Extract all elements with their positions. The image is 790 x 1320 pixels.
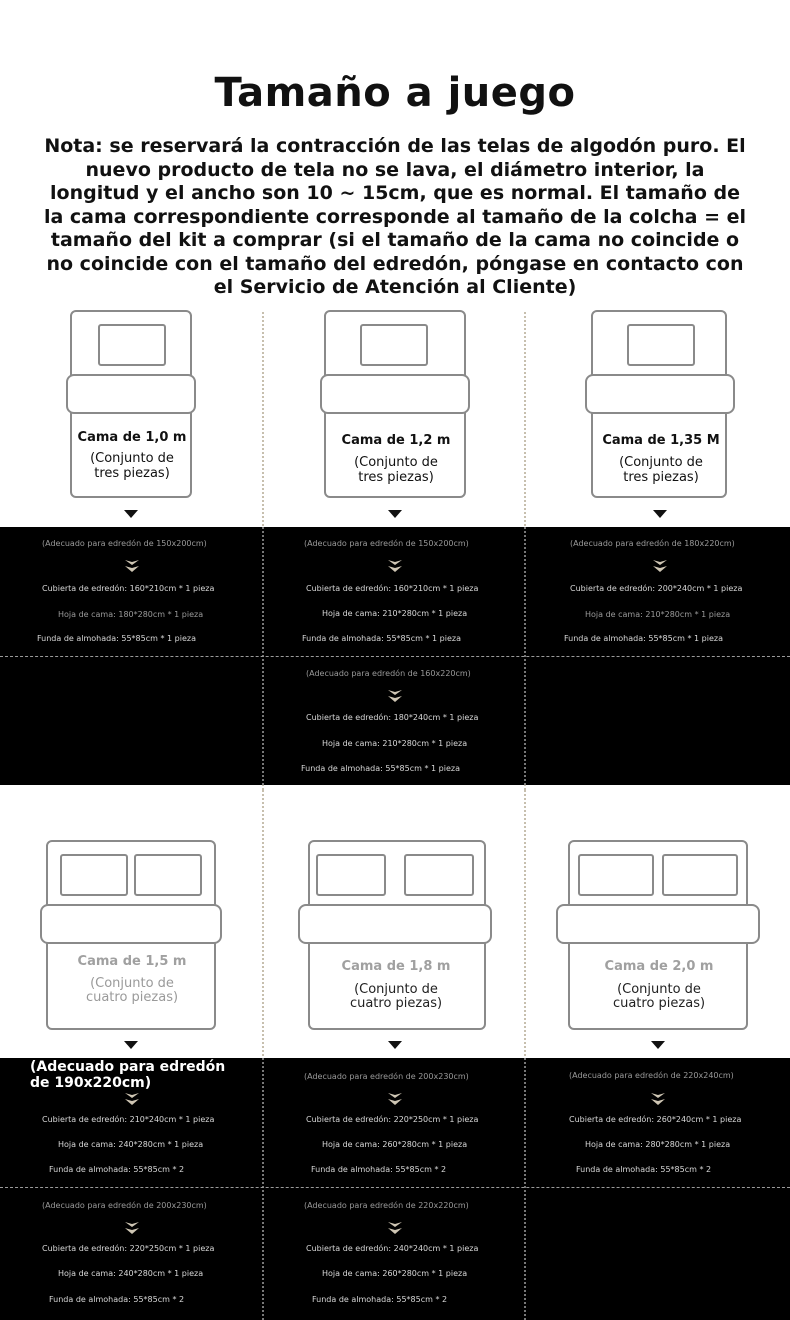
size-note: Nota: se reservará la contracción de las telas de algodón puro. El nuevo producto de tela no se lava, el diámetro interior, la longitud y el ancho son 10 ~ 15cm, que es normal. El tamaño de la cama correspondiente corresponde al tamaño de la colcha = el tamaño del kit a comprar (si el tamaño de la cama no coincide o no coincide con el tamaño del edredón, póngase en contacto con el Servicio de Atención al Cliente) — [43, 135, 747, 298]
spec-pillowcase: Funda de almohada: 55*85cm * 1 pieza — [302, 634, 461, 643]
bed-set-line2: cuatro piezas) — [85, 990, 179, 1005]
bed-set-line1: (Conjunto de — [354, 982, 438, 997]
spec-cover: Cubierta de edredón: 200*240cm * 1 pieza — [570, 584, 743, 593]
row-divider — [0, 656, 790, 657]
down-arrow-icon — [124, 510, 138, 518]
spec-pillowcase: Funda de almohada: 55*85cm * 2 — [311, 1165, 447, 1174]
spec-cover: Cubierta de edredón: 180*240cm * 1 pieza — [306, 713, 479, 722]
bed-set-line1: (Conjunto de — [90, 451, 174, 466]
bed-set-line2: cuatro piezas) — [612, 996, 706, 1011]
down-arrow-icon — [651, 1041, 665, 1049]
spec-sheet: Hoja de cama: 180*280cm * 1 pieza — [58, 610, 204, 619]
spec-sheet: Hoja de cama: 260*280cm * 1 pieza — [322, 1269, 468, 1278]
bed-diagram-1-0m — [66, 310, 198, 500]
double-arrow-icon — [387, 689, 403, 703]
spec-sheet: Hoja de cama: 210*280cm * 1 pieza — [322, 609, 468, 618]
bed-diagram-1-35m — [585, 310, 737, 500]
double-arrow-icon — [387, 559, 403, 573]
pillow-icon — [134, 854, 202, 896]
quilt-icon — [298, 904, 492, 944]
double-arrow-icon — [124, 1221, 140, 1235]
spec-suitable: (Adecuado para edredón de 190x220cm) — [30, 1059, 226, 1091]
pillow-icon — [360, 324, 428, 366]
bed-name: Cama de 1,5 m — [77, 954, 187, 969]
bed-diagram-1-5m — [40, 840, 224, 1032]
column-divider — [524, 1058, 526, 1320]
down-arrow-icon — [124, 1041, 138, 1049]
bed-set-line2: tres piezas) — [358, 470, 434, 485]
quilt-icon — [66, 374, 196, 414]
spec-suitable: (Adecuado para edredón de 150x200cm) — [304, 539, 469, 548]
quilt-icon — [40, 904, 222, 944]
spec-sheet: Hoja de cama: 240*280cm * 1 pieza — [58, 1269, 204, 1278]
spec-cover: Cubierta de edredón: 220*250cm * 1 pieza — [42, 1244, 215, 1253]
quilt-icon — [556, 904, 760, 944]
pillow-icon — [316, 854, 386, 896]
pillow-icon — [60, 854, 128, 896]
spec-sheet: Hoja de cama: 210*280cm * 1 pieza — [585, 610, 731, 619]
double-arrow-icon — [387, 1221, 403, 1235]
bed-set-line1: (Conjunto de — [619, 455, 703, 470]
spec-pillowcase: Funda de almohada: 55*85cm * 1 pieza — [564, 634, 723, 643]
double-arrow-icon — [387, 1092, 403, 1106]
pillow-icon — [404, 854, 474, 896]
spec-pillowcase: Funda de almohada: 55*85cm * 1 pieza — [37, 634, 196, 643]
spec-pillowcase: Funda de almohada: 55*85cm * 2 — [49, 1295, 185, 1304]
bed-diagram-1-8m — [298, 840, 494, 1032]
bed-set-line1: (Conjunto de — [354, 455, 438, 470]
bed-set-line1: (Conjunto de — [617, 982, 701, 997]
bed-set-line2: cuatro piezas) — [349, 996, 443, 1011]
column-divider — [262, 1058, 264, 1320]
bed-set-line2: tres piezas) — [94, 466, 170, 481]
down-arrow-icon — [388, 510, 402, 518]
spec-suitable: (Adecuado para edredón de 200x230cm) — [42, 1201, 207, 1210]
bed-name: Cama de 1,0 m — [77, 430, 187, 445]
pillow-icon — [98, 324, 166, 366]
spec-pillowcase: Funda de almohada: 55*85cm * 2 — [49, 1165, 185, 1174]
spec-cover: Cubierta de edredón: 160*210cm * 1 pieza — [42, 584, 215, 593]
bed-name: Cama de 1,35 M — [602, 433, 720, 448]
spec-cover: Cubierta de edredón: 260*240cm * 1 pieza — [569, 1115, 742, 1124]
spec-sheet: Hoja de cama: 280*280cm * 1 pieza — [585, 1140, 731, 1149]
bed-diagram-1-2m — [320, 310, 472, 500]
double-arrow-icon — [650, 1092, 666, 1106]
bed-name: Cama de 2,0 m — [604, 959, 714, 974]
bed-name: Cama de 1,8 m — [341, 959, 451, 974]
pillow-icon — [627, 324, 695, 366]
spec-sheet: Hoja de cama: 240*280cm * 1 pieza — [58, 1140, 204, 1149]
spec-pillowcase: Funda de almohada: 55*85cm * 1 pieza — [301, 764, 460, 773]
spec-suitable: (Adecuado para edredón de 180x220cm) — [570, 539, 735, 548]
bed-set-line1: (Conjunto de — [90, 976, 174, 991]
spec-suitable: (Adecuado para edredón de 200x230cm) — [304, 1072, 469, 1081]
quilt-icon — [585, 374, 735, 414]
spec-cover: Cubierta de edredón: 160*210cm * 1 pieza — [306, 584, 479, 593]
page-title: Tamaño a juego — [214, 70, 576, 116]
double-arrow-icon — [124, 1092, 140, 1106]
bed-diagram-2-0m — [556, 840, 762, 1032]
spec-pillowcase: Funda de almohada: 55*85cm * 2 — [576, 1165, 712, 1174]
spec-suitable: (Adecuado para edredón de 220x240cm) — [569, 1071, 734, 1080]
quilt-icon — [320, 374, 470, 414]
pillow-icon — [662, 854, 738, 896]
spec-sheet: Hoja de cama: 260*280cm * 1 pieza — [322, 1140, 468, 1149]
down-arrow-icon — [388, 1041, 402, 1049]
spec-suitable: (Adecuado para edredón de 220x220cm) — [304, 1201, 469, 1210]
bed-name: Cama de 1,2 m — [341, 433, 451, 448]
spec-suitable: (Adecuado para edredón de 160x220cm) — [306, 669, 471, 678]
spec-cover: Cubierta de edredón: 210*240cm * 1 pieza — [42, 1115, 215, 1124]
spec-sheet: Hoja de cama: 210*280cm * 1 pieza — [322, 739, 468, 748]
bed-set-line2: tres piezas) — [623, 470, 699, 485]
spec-suitable: (Adecuado para edredón de 150x200cm) — [42, 539, 207, 548]
spec-cover: Cubierta de edredón: 240*240cm * 1 pieza — [306, 1244, 479, 1253]
spec-pillowcase: Funda de almohada: 55*85cm * 2 — [312, 1295, 448, 1304]
down-arrow-icon — [653, 510, 667, 518]
double-arrow-icon — [124, 559, 140, 573]
spec-cover: Cubierta de edredón: 220*250cm * 1 pieza — [306, 1115, 479, 1124]
row-divider — [0, 1187, 790, 1188]
double-arrow-icon — [652, 559, 668, 573]
pillow-icon — [578, 854, 654, 896]
